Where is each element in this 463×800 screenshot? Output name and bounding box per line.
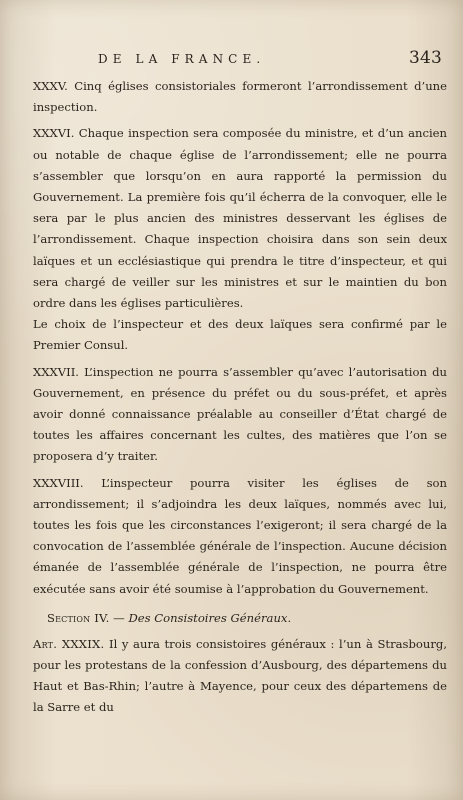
page-number: 343 bbox=[408, 48, 442, 68]
page-body bbox=[33, 76, 447, 719]
article-xxxix-label: Art. XXXIX. bbox=[33, 636, 105, 651]
section-title: Des Consistoires Généraux. bbox=[128, 610, 292, 625]
page-header bbox=[98, 48, 442, 72]
section-heading bbox=[47, 608, 447, 628]
section-label: Section IV. bbox=[47, 610, 110, 625]
article-xxxv: XXXV. Cinq églises consistoriales formeront l’arrondissement d’une inspection. bbox=[33, 79, 447, 115]
running-title: DE LA FRANCE. bbox=[98, 52, 266, 66]
section-dash: — bbox=[113, 610, 125, 625]
article-xxxviii: XXXVIII. L’inspecteur pourra visiter les églises de son arrondissement; il s’adjoindra les deux laïques, nommés avec lui, toutes les fois que les circonstances l’exigeront; il sera chargé de la convocation de l’assemblée générale de l’inspection. Aucune décision émanée de l’assemblée générale de l’inspection, ne pourra être exécutée sans avoir été soumise à l’approbation du Gouvernement. bbox=[33, 475, 447, 596]
article-xxxix-text: Il y aura trois consistoires généraux : l’un à Strasbourg, pour les protestans de la confession d’Ausbourg, des départemens du Haut et Bas-Rhin; l’autre à Mayence, pour ceux des départemens de la Sarre et du bbox=[33, 636, 447, 715]
article-xxxix bbox=[33, 634, 447, 719]
consul-confirmation-paragraph: Le choix de l’inspecteur et des deux laïques sera confirmé par le Premier Consul. bbox=[33, 317, 447, 353]
article-xxxvii: XXXVII. L’inspection ne pourra s’assembler qu’avec l’autorisation du Gouvernement, en présence du préfet ou du sous-préfet, et après avoir donné connaissance préalable au conseiller d’État chargé de toutes les affaires concernant les cultes, des matières que l’on se proposera d’y traiter. bbox=[33, 364, 447, 464]
article-xxxvi: XXXVI. Chaque inspection sera composée du ministre, et d’un ancien ou notable de chaque église de l’arrondissement; elle ne pourra s’assembler que lorsqu’on en aura rapporté la permission du Gouvernement. La première fois qu’il écherra de la convoquer, elle le sera par le plus ancien des ministres desservant les églises de l’arrondissement. Chaque inspection choisira dans son sein deux laïques et un ecclésiastique qui prendra le titre d’inspecteur, et qui sera chargé de veiller sur les ministres et sur le maintien du bon ordre dans les églises particulières. bbox=[33, 126, 447, 311]
